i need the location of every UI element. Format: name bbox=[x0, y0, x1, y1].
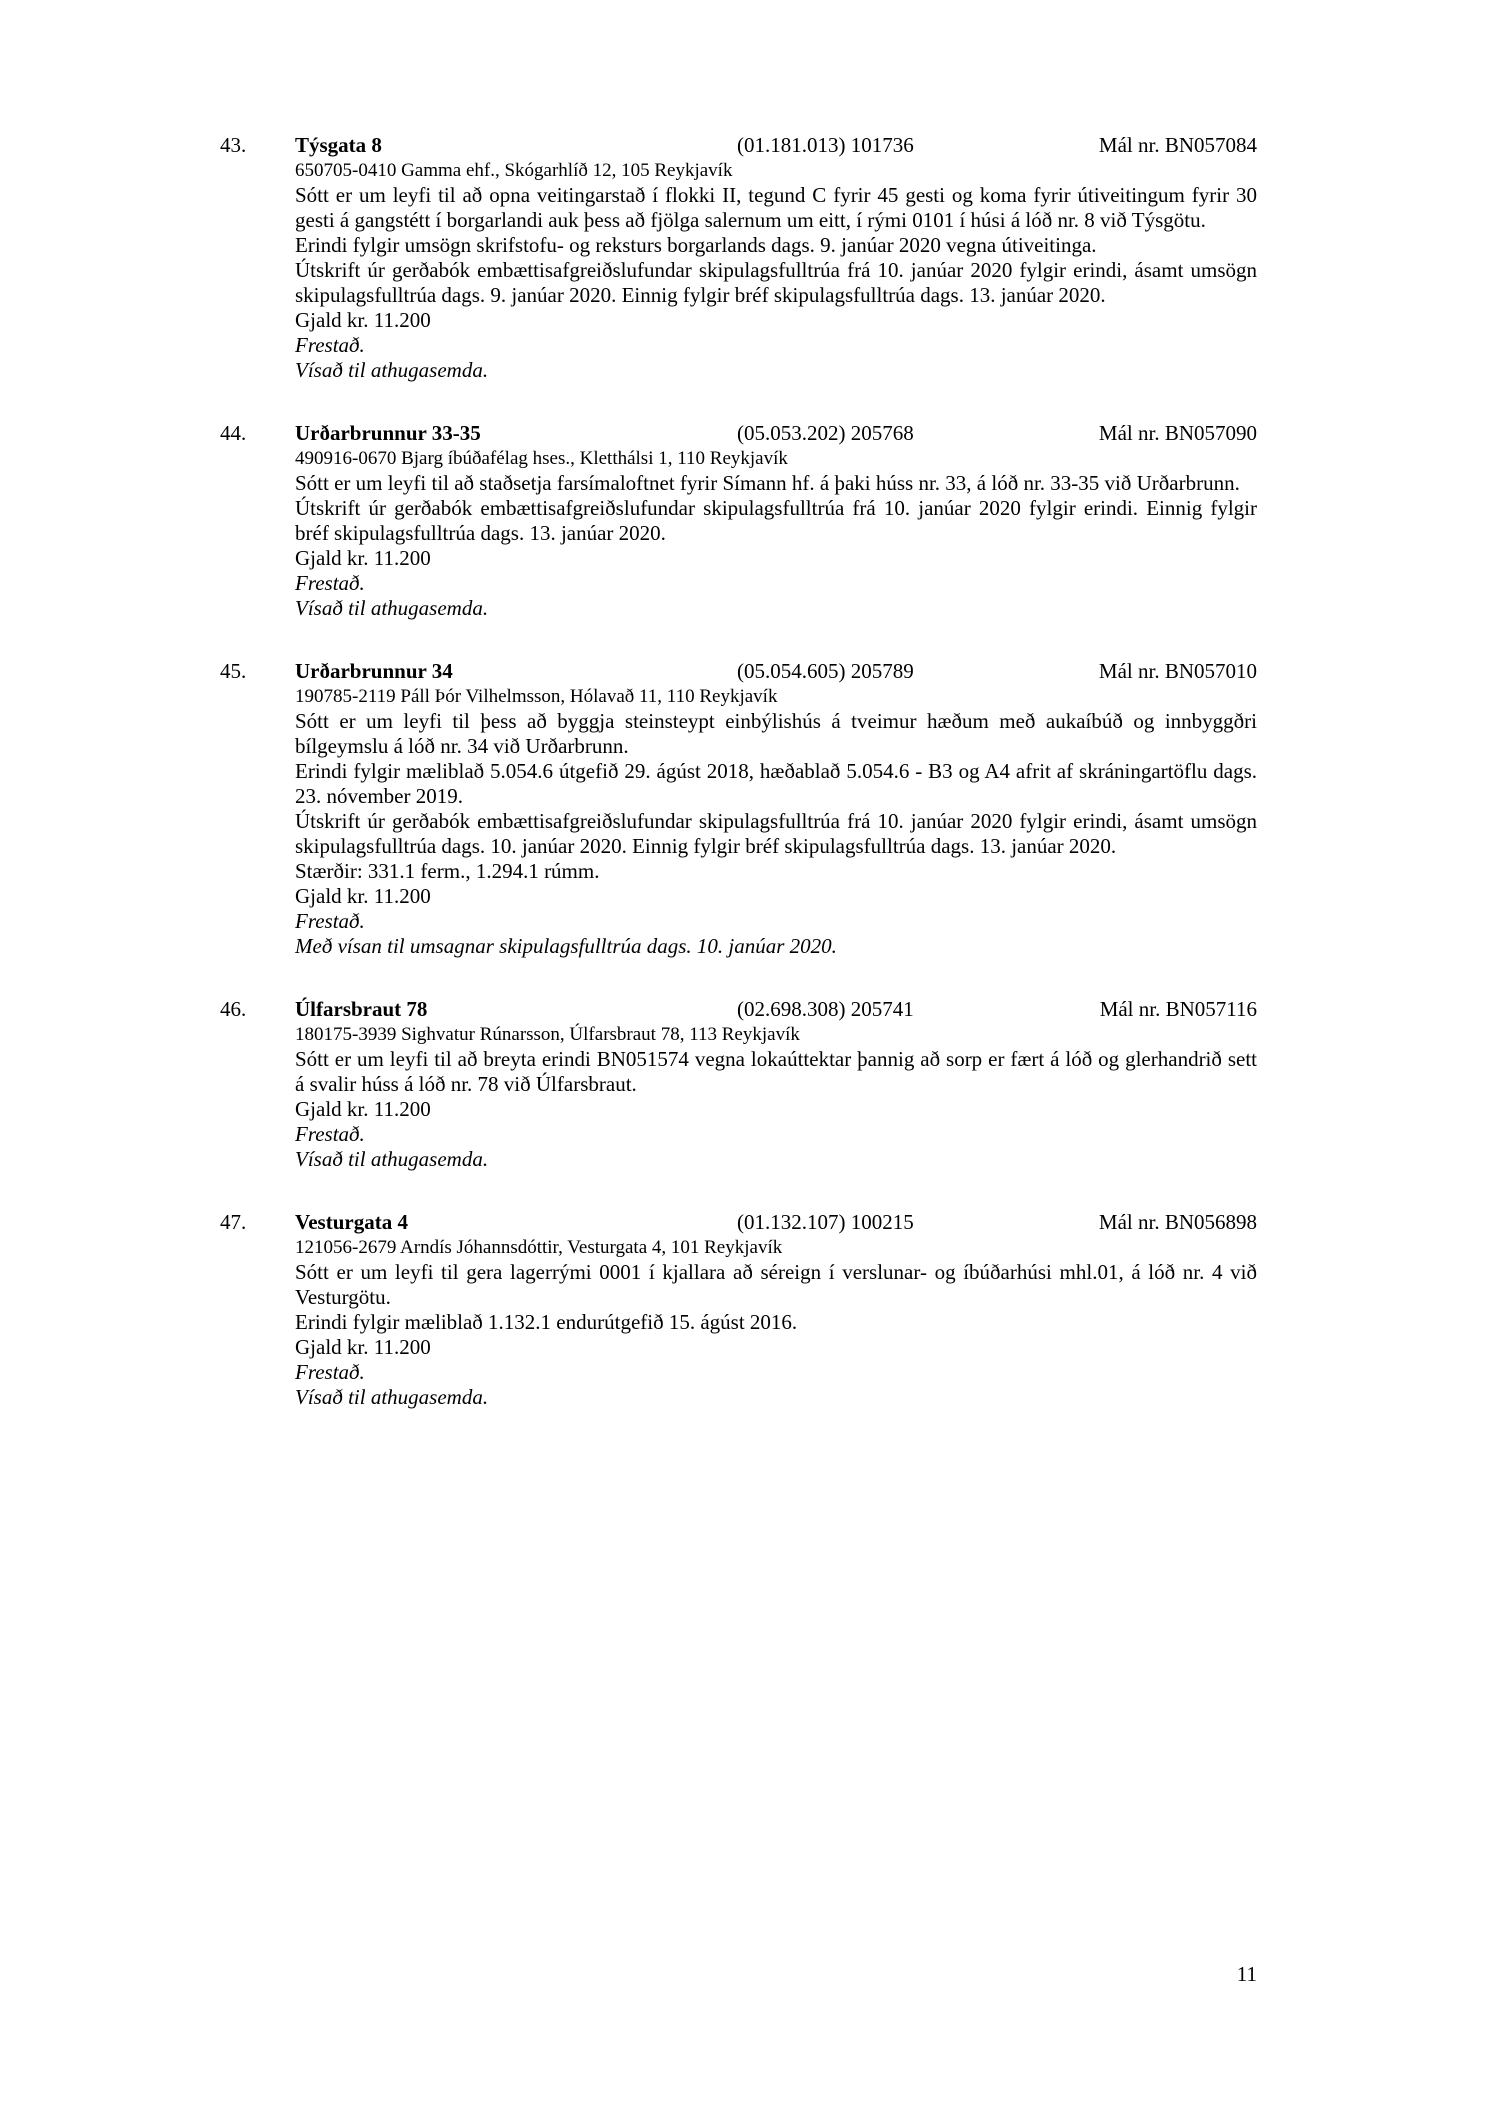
item-number: 45. bbox=[220, 659, 247, 683]
case-item bbox=[220, 421, 1257, 621]
case-item bbox=[220, 1210, 1257, 1410]
item-header bbox=[295, 997, 1257, 1022]
case-item bbox=[220, 133, 1257, 383]
item-dimensions: Stærðir: 331.1 ferm., 1.294.1 rúmm. bbox=[295, 859, 600, 883]
page-number: 11 bbox=[1236, 1962, 1257, 1986]
item-paragraph: Sótt er um leyfi til að breyta erindi BN051574 vegna lokaúttektar þannig að sorp er fært á lóð og glerhandrið sett á svalir húss á lóð nr. 78 við Úlfarsbraut. bbox=[295, 1047, 1257, 1096]
item-title: Úlfarsbraut 78 bbox=[295, 997, 428, 1021]
item-header bbox=[295, 133, 1257, 158]
item-case-number: Mál nr. BN057084 bbox=[1098, 133, 1257, 157]
item-fee: Gjald kr. 11.200 bbox=[295, 1335, 431, 1359]
item-paragraph: Erindi fylgir mæliblað 1.132.1 endurútgefið 15. ágúst 2016. bbox=[295, 1310, 798, 1334]
item-referral: Vísað til athugasemda. bbox=[295, 1147, 489, 1171]
item-owner: 650705-0410 Gamma ehf., Skógarhlíð 12, 105 Reykjavík bbox=[295, 160, 733, 181]
item-case-number: Mál nr. BN057010 bbox=[1098, 659, 1257, 683]
item-referral: Vísað til athugasemda. bbox=[295, 358, 489, 382]
item-case-number: Mál nr. BN057116 bbox=[1099, 997, 1257, 1021]
item-status: Frestað. bbox=[295, 909, 365, 933]
item-owner: 190785-2119 Páll Þór Vilhelmsson, Hólavað 11, 110 Reykjavík bbox=[295, 686, 778, 707]
item-number: 47. bbox=[220, 1210, 247, 1234]
item-referral: Með vísan til umsagnar skipulagsfulltrúa dags. 10. janúar 2020. bbox=[295, 934, 837, 958]
item-header bbox=[295, 421, 1257, 446]
item-case-number: Mál nr. BN057090 bbox=[1098, 421, 1257, 445]
item-number: 43. bbox=[220, 133, 247, 157]
item-code: (05.053.202) 205768 bbox=[737, 421, 914, 445]
item-paragraph: Sótt er um leyfi til að staðsetja farsímaloftnet fyrir Símann hf. á þaki húss nr. 33, á lóð nr. 33-35 við Urðarbrunn. bbox=[295, 471, 1240, 495]
item-fee: Gjald kr. 11.200 bbox=[295, 546, 431, 570]
item-paragraph: Útskrift úr gerðabók embættisafgreiðslufundar skipulagsfulltrúa frá 10. janúar 2020 fylgir erindi, ásamt umsögn skipulagsfulltrúa dags. 9. janúar 2020. Einnig fylgir bréf skipulagsfulltrúa dags. 13. janúar 2020. bbox=[295, 258, 1257, 307]
document-content bbox=[220, 133, 1257, 1448]
case-item bbox=[220, 997, 1257, 1172]
item-paragraph: Erindi fylgir mæliblað 5.054.6 útgefið 29. ágúst 2018, hæðablað 5.054.6 - B3 og A4 afrit af skráningartöflu dags. 23. nóvember 2019. bbox=[295, 759, 1257, 808]
item-fee: Gjald kr. 11.200 bbox=[295, 308, 431, 332]
item-paragraph: Útskrift úr gerðabók embættisafgreiðslufundar skipulagsfulltrúa frá 10. janúar 2020 fylgir erindi. Einnig fylgir bréf skipulagsfulltrúa dags. 13. janúar 2020. bbox=[295, 496, 1257, 545]
item-case-number: Mál nr. BN056898 bbox=[1098, 1210, 1257, 1234]
item-header bbox=[295, 659, 1257, 684]
item-title: Vesturgata 4 bbox=[295, 1210, 408, 1234]
item-paragraph: Erindi fylgir umsögn skrifstofu- og reksturs borgarlands dags. 9. janúar 2020 vegna útiveitinga. bbox=[295, 233, 1097, 257]
item-paragraph: Sótt er um leyfi til þess að byggja steinsteypt einbýlishús á tveimur hæðum með aukaíbúð og innbyggðri bílgeymslu á lóð nr. 34 við Urðarbrunn. bbox=[295, 709, 1257, 758]
item-fee: Gjald kr. 11.200 bbox=[295, 1097, 431, 1121]
item-paragraph: Sótt er um leyfi til að opna veitingarstað í flokki II, tegund C fyrir 45 gesti og koma fyrir útiveitingum fyrir 30 gesti á gangstétt í borgarlandi auk þess að fjölga salernum um eitt, í rými 0101 í húsi á lóð nr. 8 við Týsgötu. bbox=[295, 183, 1257, 232]
item-owner: 490916-0670 Bjarg íbúðafélag hses., Kletthálsi 1, 110 Reykjavík bbox=[295, 448, 788, 469]
item-status: Frestað. bbox=[295, 1360, 365, 1384]
item-referral: Vísað til athugasemda. bbox=[295, 596, 489, 620]
item-code: (02.698.308) 205741 bbox=[737, 997, 914, 1021]
item-status: Frestað. bbox=[295, 1122, 365, 1146]
item-number: 44. bbox=[220, 421, 247, 445]
item-title: Urðarbrunnur 34 bbox=[295, 659, 453, 683]
item-title: Urðarbrunnur 33-35 bbox=[295, 421, 481, 445]
item-paragraph: Sótt er um leyfi til gera lagerrými 0001 í kjallara að séreign í verslunar- og íbúðarhúsi mhl.01, á lóð nr. 4 við Vesturgötu. bbox=[295, 1260, 1257, 1309]
item-fee: Gjald kr. 11.200 bbox=[295, 884, 431, 908]
item-header bbox=[295, 1210, 1257, 1235]
case-item bbox=[220, 659, 1257, 959]
item-paragraph: Útskrift úr gerðabók embættisafgreiðslufundar skipulagsfulltrúa frá 10. janúar 2020 fylgir erindi, ásamt umsögn skipulagsfulltrúa dags. 10. janúar 2020. Einnig fylgir bréf skipulagsfulltrúa dags. 13. janúar 2020. bbox=[295, 809, 1257, 858]
item-status: Frestað. bbox=[295, 333, 365, 357]
item-code: (05.054.605) 205789 bbox=[737, 659, 914, 683]
item-code: (01.181.013) 101736 bbox=[737, 133, 914, 157]
item-title: Týsgata 8 bbox=[295, 133, 382, 157]
item-referral: Vísað til athugasemda. bbox=[295, 1385, 489, 1409]
item-status: Frestað. bbox=[295, 571, 365, 595]
item-code: (01.132.107) 100215 bbox=[737, 1210, 914, 1234]
item-number: 46. bbox=[220, 997, 247, 1021]
item-owner: 121056-2679 Arndís Jóhannsdóttir, Vesturgata 4, 101 Reykjavík bbox=[295, 1237, 783, 1258]
item-owner: 180175-3939 Sighvatur Rúnarsson, Úlfarsbraut 78, 113 Reykjavík bbox=[295, 1024, 800, 1045]
